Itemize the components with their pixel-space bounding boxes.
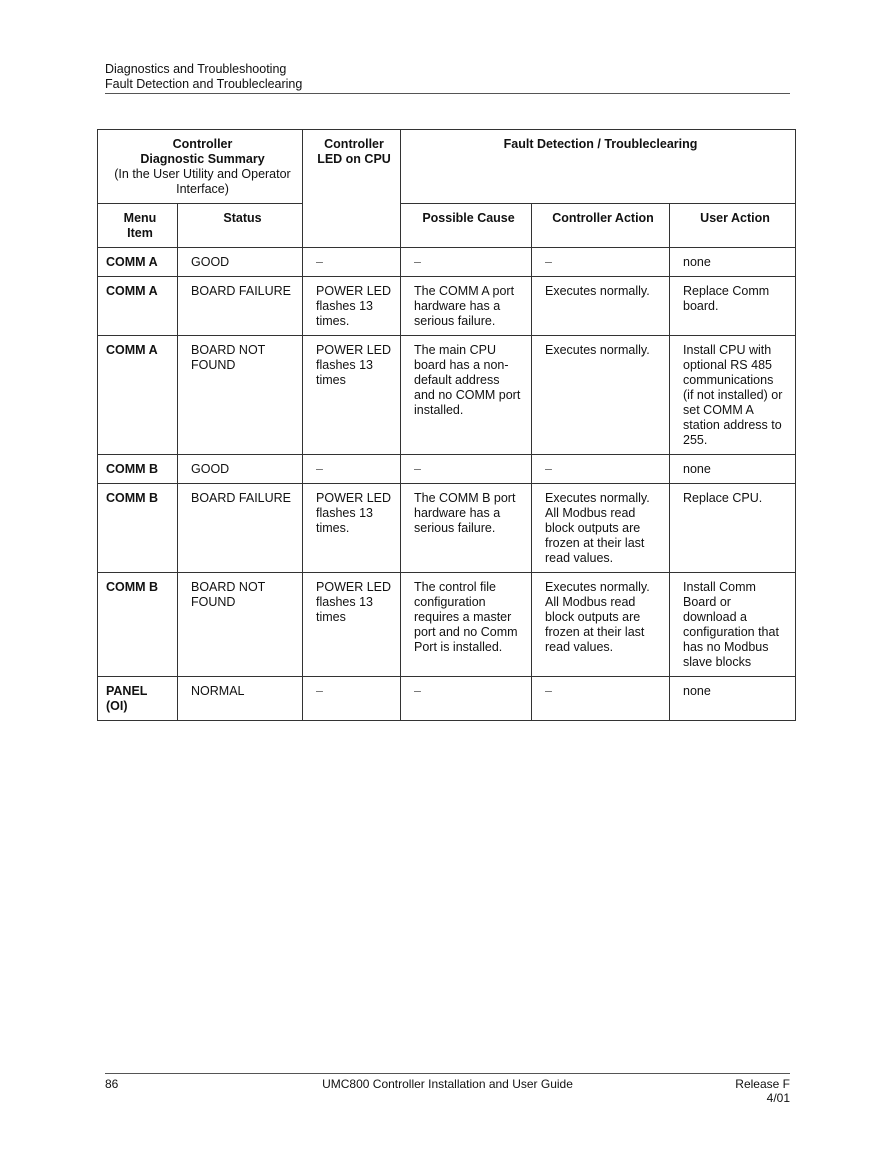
fault-detection-table <box>97 129 796 721</box>
header-fault-detection: Fault Detection / Troubleclearing <box>401 130 796 204</box>
status-cell: GOOD <box>178 248 303 277</box>
led-cell: – <box>303 677 401 721</box>
user-action-cell: none <box>670 248 796 277</box>
table-row <box>98 455 796 484</box>
status-cell: BOARD FAILURE <box>178 484 303 573</box>
table-row <box>98 484 796 573</box>
controller-action-cell: Executes normally. <box>532 277 670 336</box>
release-date: 4/01 <box>766 1091 790 1105</box>
status-cell: GOOD <box>178 455 303 484</box>
table-row <box>98 336 796 455</box>
led-cell: – <box>303 455 401 484</box>
controller-action-cell: Executes normally. <box>532 336 670 455</box>
table-row <box>98 248 796 277</box>
menu-item-cell: COMM B <box>98 573 178 677</box>
possible-cause-cell: The COMM B port hardware has a serious failure. <box>401 484 532 573</box>
table-row <box>98 573 796 677</box>
footer-divider <box>105 1073 790 1074</box>
user-action-cell: Replace CPU. <box>670 484 796 573</box>
header-menu-item: Menu Item <box>98 204 178 248</box>
controller-action-cell: Executes normally. All Modbus read block outputs are frozen at their last read values. <box>532 573 670 677</box>
release-info <box>640 1077 790 1105</box>
status-cell: BOARD NOT FOUND <box>178 336 303 455</box>
header-controller-action: Controller Action <box>532 204 670 248</box>
header-user-action: User Action <box>670 204 796 248</box>
user-action-cell: none <box>670 677 796 721</box>
controller-action-cell: – <box>532 677 670 721</box>
possible-cause-cell: – <box>401 677 532 721</box>
led-cell: POWER LED flashes 13 times <box>303 573 401 677</box>
user-action-cell: Install CPU with optional RS 485 communications (if not installed) or set COMM A station address to 255. <box>670 336 796 455</box>
user-action-cell: Install Comm Board or download a configuration that has no Modbus slave blocks <box>670 573 796 677</box>
header-divider <box>105 93 790 94</box>
user-action-cell: Replace Comm board. <box>670 277 796 336</box>
header-status: Status <box>178 204 303 248</box>
status-cell: NORMAL <box>178 677 303 721</box>
possible-cause-cell: The COMM A port hardware has a serious failure. <box>401 277 532 336</box>
menu-item-cell: COMM A <box>98 248 178 277</box>
page-header <box>105 62 790 92</box>
controller-action-cell: – <box>532 455 670 484</box>
controller-action-cell: Executes normally. All Modbus read block outputs are frozen at their last read values. <box>532 484 670 573</box>
header-diagnostic-summary: Controller Diagnostic Summary (In the User Utility and Operator Interface) <box>98 130 303 204</box>
status-cell: BOARD NOT FOUND <box>178 573 303 677</box>
led-cell: POWER LED flashes 13 times <box>303 336 401 455</box>
page-number: 86 <box>105 1077 119 1091</box>
menu-item-cell: PANEL (OI) <box>98 677 178 721</box>
menu-item-cell: COMM B <box>98 455 178 484</box>
menu-item-cell: COMM A <box>98 336 178 455</box>
led-cell: POWER LED flashes 13 times. <box>303 484 401 573</box>
led-cell: POWER LED flashes 13 times. <box>303 277 401 336</box>
user-action-cell: none <box>670 455 796 484</box>
header-section-title: Diagnostics and Troubleshooting <box>105 62 287 76</box>
release-label: Release F <box>735 1077 790 1091</box>
table-row <box>98 277 796 336</box>
controller-action-cell: – <box>532 248 670 277</box>
possible-cause-cell: The main CPU board has a non-default address and no COMM port installed. <box>401 336 532 455</box>
document-title: UMC800 Controller Installation and User Guide <box>322 1077 573 1091</box>
possible-cause-cell: – <box>401 248 532 277</box>
header-subsection-title: Fault Detection and Troubleclearing <box>105 77 303 91</box>
led-cell: – <box>303 248 401 277</box>
possible-cause-cell: The control file configuration requires a master port and no Comm Port is installed. <box>401 573 532 677</box>
header-possible-cause: Possible Cause <box>401 204 532 248</box>
table-row <box>98 677 796 721</box>
menu-item-cell: COMM B <box>98 484 178 573</box>
status-cell: BOARD FAILURE <box>178 277 303 336</box>
header-led-on-cpu: Controller LED on CPU <box>303 130 401 248</box>
menu-item-cell: COMM A <box>98 277 178 336</box>
possible-cause-cell: – <box>401 455 532 484</box>
